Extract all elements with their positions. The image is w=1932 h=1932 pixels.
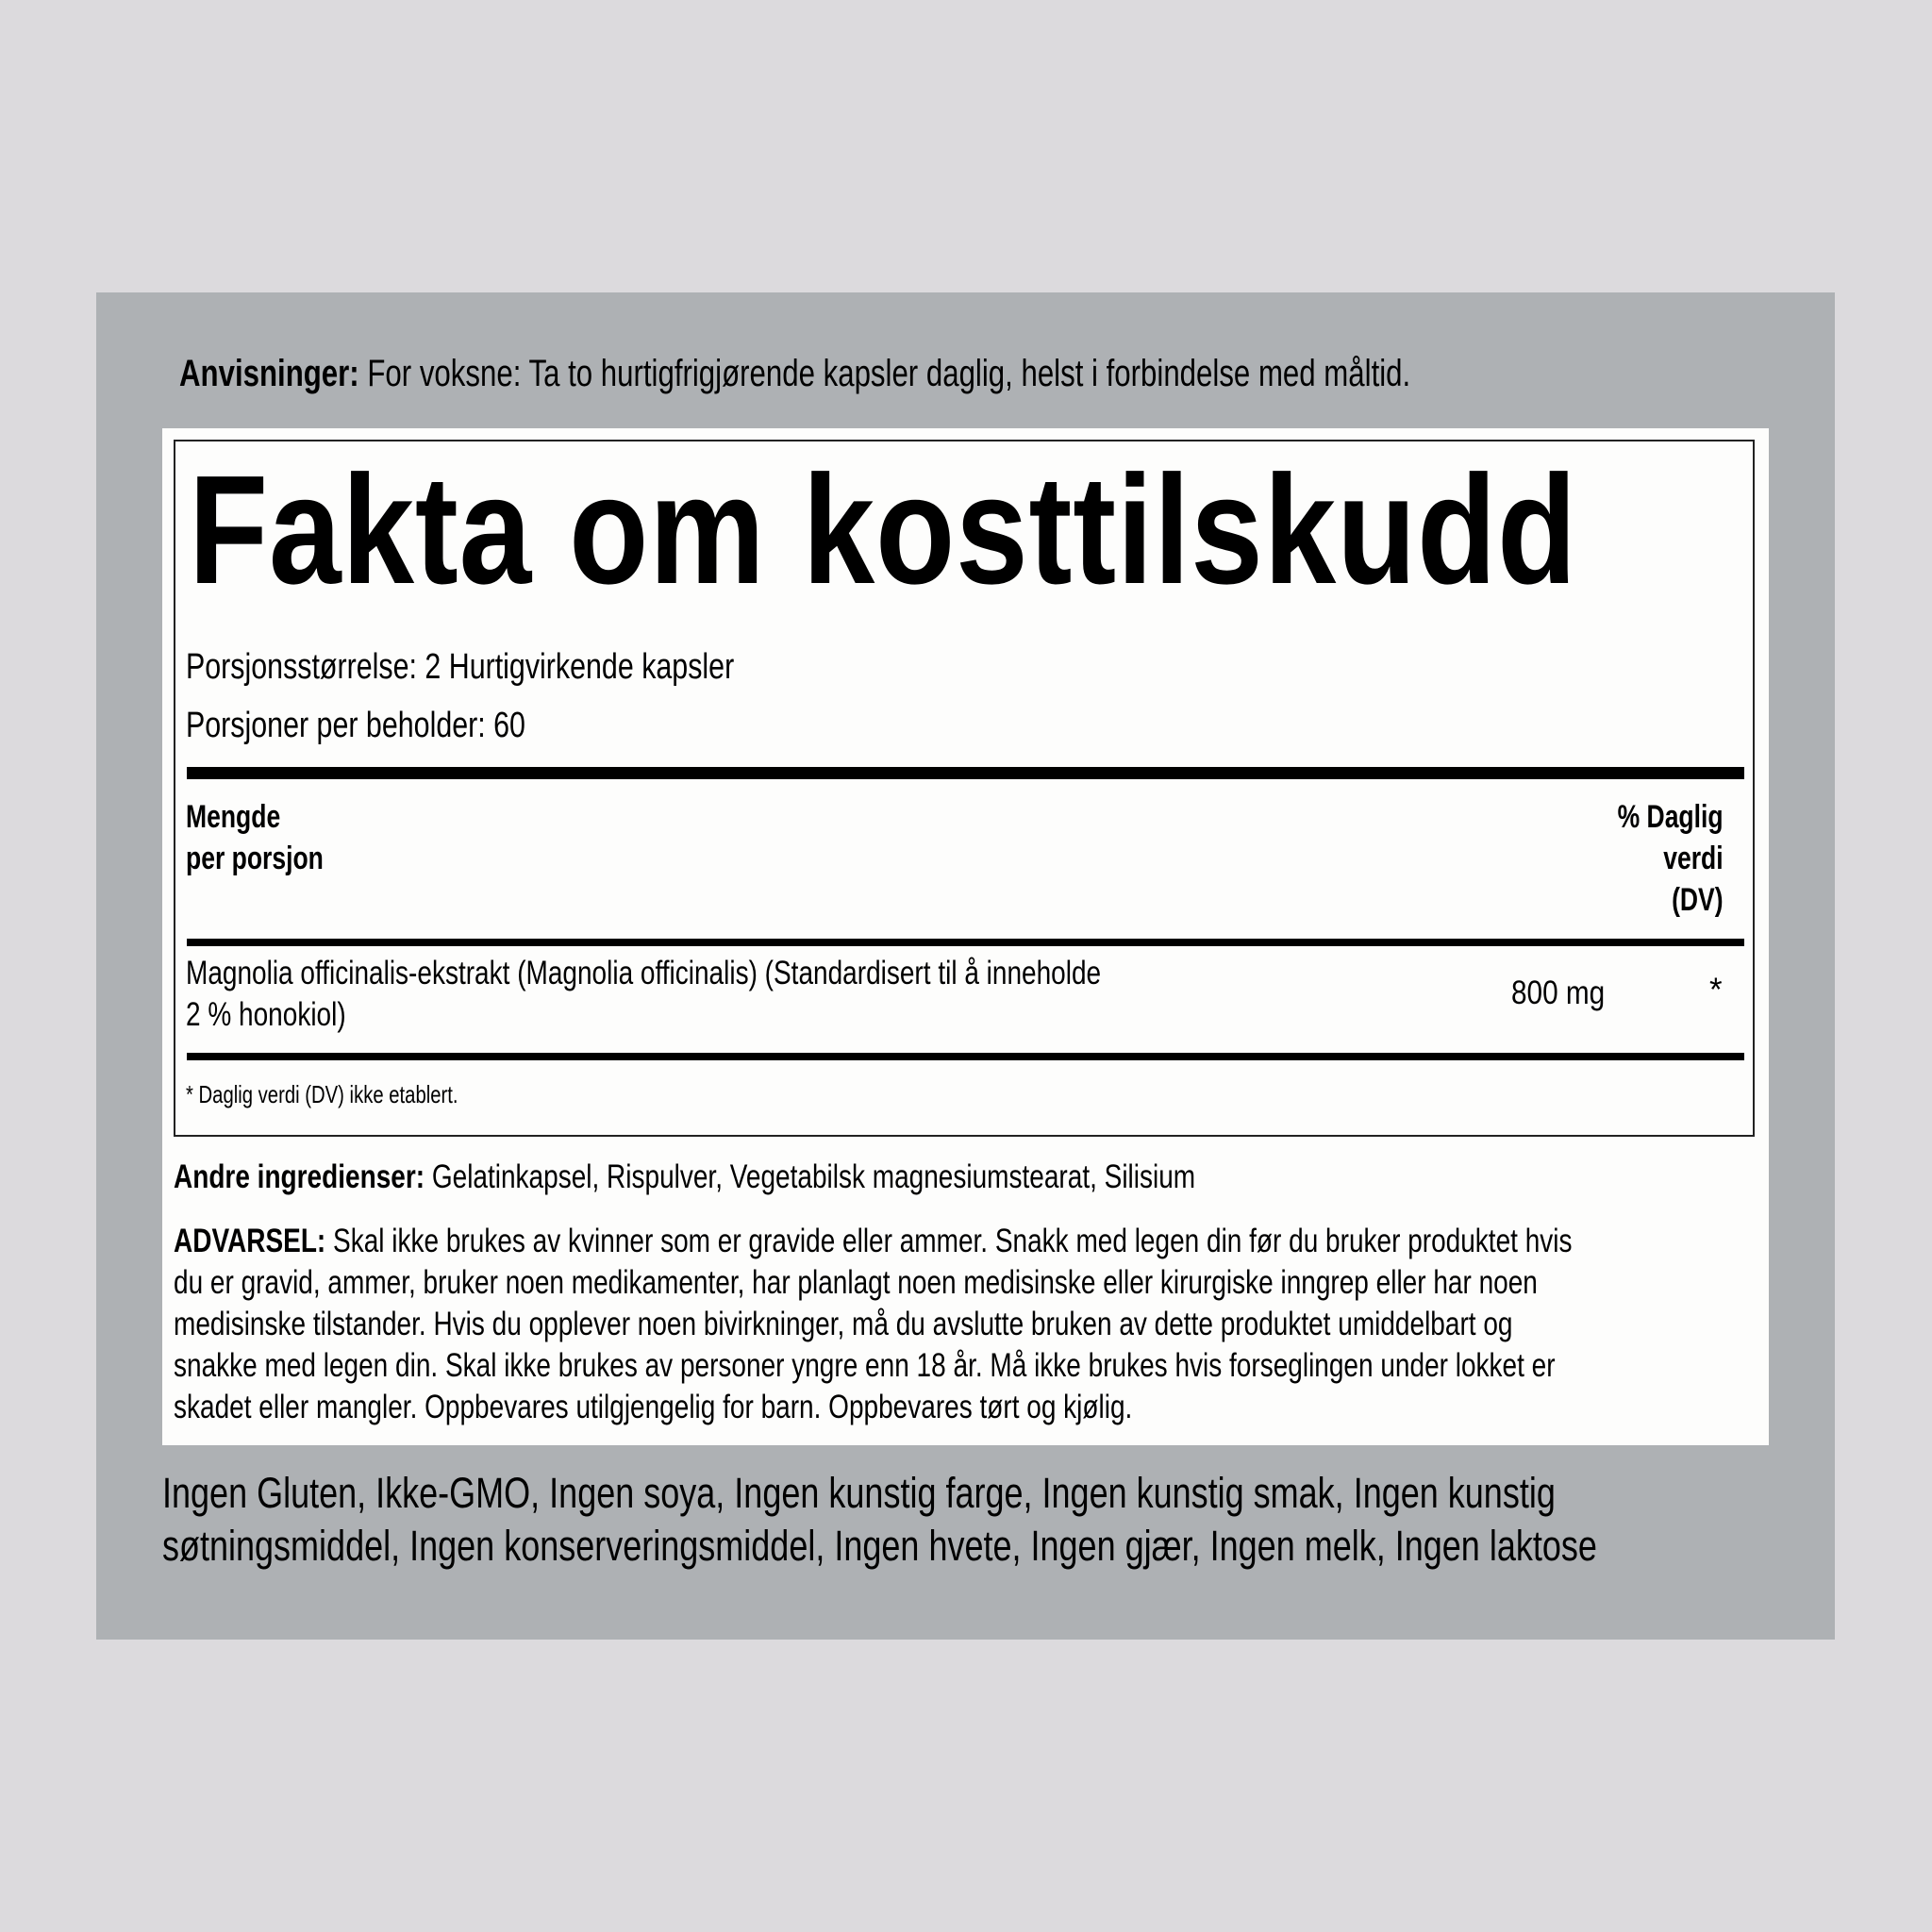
warning [174, 1221, 1573, 1428]
warning-label: ADVARSEL: [174, 1223, 326, 1259]
directions-text: For voksne: Ta to hurtigfrigjørende kapsler daglig, helst i forbindelse med måltid. [358, 353, 1411, 394]
other-ingredients-text: Gelatinkapsel, Rispulver, Vegetabilsk magnesiumstearat, Silisium [425, 1158, 1196, 1195]
warning-line: Skal ikke brukes av kvinner som er gravide eller ammer. Snakk med legen din før du bruker produktet hvis [325, 1223, 1573, 1259]
ingredient-amount: 800 mg [1511, 974, 1606, 1011]
servings-per-container: Porsjoner per beholder: 60 [186, 706, 525, 745]
ingredient-divider [187, 1053, 1744, 1060]
daily-value-header [1618, 796, 1724, 921]
warning-line: medisinske tilstander. Hvis du opplever noen bivirkninger, må du avslutte bruken av dette produktet umiddelbart og [174, 1306, 1513, 1342]
free-from-line: søtningsmiddel, Ingen konserveringsmiddel, Ingen hvete, Ingen gjær, Ingen melk, Ingen laktose [162, 1522, 1597, 1570]
free-from-claims [162, 1467, 1597, 1573]
warning-line: snakke med legen din. Skal ikke brukes av personer yngre enn 18 år. Må ikke brukes hvis forseglingen under lokket er [174, 1347, 1556, 1384]
header-left-line: per porsjon [186, 841, 324, 876]
header-divider [187, 939, 1744, 946]
header-right-line: verdi [1663, 841, 1724, 876]
ingredient-name-line: Magnolia officinalis-ekstrakt (Magnolia officinalis) (Standardisert til å inneholde [186, 955, 1102, 991]
directions-label: Anvisninger: [179, 353, 359, 394]
facts-title: Fakta om kosttilskudd [189, 443, 1578, 616]
header-left-line: Mengde [186, 799, 281, 835]
directions [179, 353, 1410, 395]
other-ingredients [174, 1158, 1195, 1196]
dv-footnote: * Daglig verdi (DV) ikke etablert. [186, 1080, 458, 1108]
serving-size: Porsjonsstørrelse: 2 Hurtigvirkende kapsler [186, 647, 735, 687]
other-ingredients-label: Andre ingredienser: [174, 1158, 425, 1195]
ingredient-name-line: 2 % honokiol) [186, 996, 346, 1033]
ingredient-dv: * [1709, 972, 1723, 1008]
warning-line: du er gravid, ammer, bruker noen medikamenter, har planlagt noen medisinske eller kirurgiske inngrep eller har noen [174, 1264, 1538, 1301]
amount-per-serving-header [186, 796, 324, 879]
header-right-line: % Daglig [1618, 799, 1724, 835]
ingredient-row-name [186, 953, 1101, 1036]
header-right-line: (DV) [1672, 882, 1724, 918]
warning-line: skadet eller mangler. Oppbevares utilgjengelig for barn. Oppbevares tørt og kjølig. [174, 1389, 1133, 1425]
thick-divider [187, 767, 1744, 779]
free-from-line: Ingen Gluten, Ikke-GMO, Ingen soya, Ingen kunstig farge, Ingen kunstig smak, Ingen kunstig [162, 1469, 1556, 1517]
